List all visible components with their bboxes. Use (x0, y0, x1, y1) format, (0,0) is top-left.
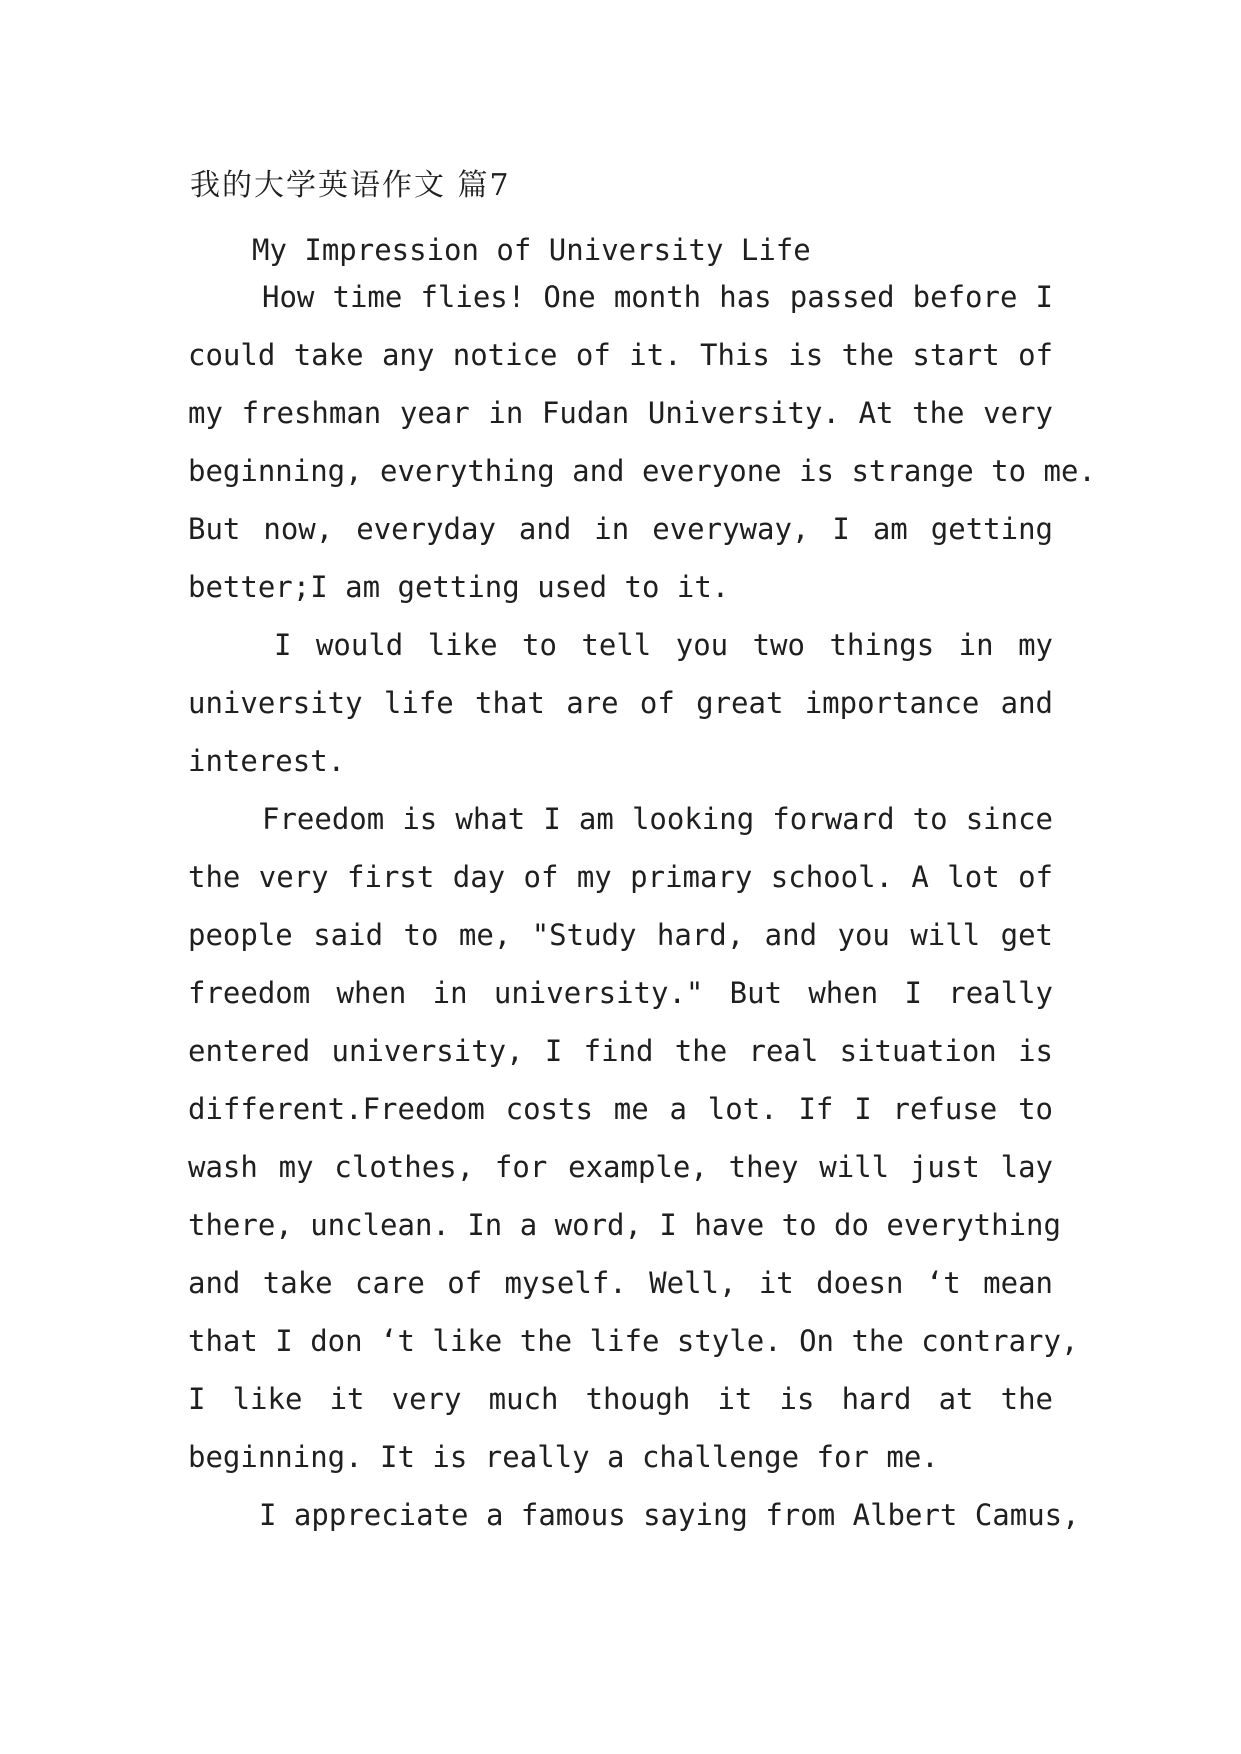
paragraph-4 (188, 1486, 1080, 1544)
paragraph-2 (188, 616, 1053, 790)
paragraph-line: different.Freedom costs me a lot. If I refuse to (188, 1092, 1053, 1126)
paragraph-line: university life that are of great importance and (188, 686, 1053, 720)
paragraph-line: wash my clothes, for example, they will just lay (188, 1150, 1053, 1184)
paragraph-line: the very first day of my primary school. A lot of (188, 860, 1053, 894)
paragraph-line: people said to me, "Study hard, and you will get (188, 918, 1053, 952)
paragraph-line: interest. (188, 744, 346, 778)
paragraph-line: beginning, everything and everyone is strange to me. (188, 454, 1096, 488)
paragraph-line: I appreciate a famous saying from Albert Camus, (259, 1498, 1080, 1532)
paragraph-line: better;I am getting used to it. (188, 570, 730, 604)
paragraph-line: could take any notice of it. This is the start of (188, 338, 1053, 372)
paragraph-line: I like it very much though it is hard at the (188, 1382, 1053, 1416)
paragraph-3 (188, 790, 1079, 1486)
paragraph-line: and take care of myself. Well, it doesn ‘t mean (188, 1266, 1053, 1300)
paragraph-line: entered university, I find the real situation is (188, 1034, 1053, 1068)
paragraph-line: beginning. It is really a challenge for me. (188, 1440, 939, 1474)
paragraph-line: How time flies! One month has passed before I (262, 280, 1053, 314)
paragraph-line: I would like to tell you two things in my (274, 628, 1053, 662)
paragraph-line: my freshman year in Fudan University. At the very (188, 396, 1053, 430)
paragraph-line: freedom when in university." But when I really (188, 976, 1053, 1010)
essay-title: My Impression of University Life (252, 233, 811, 267)
paragraph-line: that I don ‘t like the life style. On the contrary, (188, 1324, 1079, 1358)
paragraph-line: But now, everyday and in everyway, I am getting (188, 512, 1053, 546)
section-heading: 我的大学英语作文 篇7 (190, 168, 511, 203)
paragraph-line: there, unclean. In a word, I have to do everything (188, 1208, 1061, 1242)
paragraph-1 (188, 268, 1096, 616)
paragraph-line: Freedom is what I am looking forward to since (262, 802, 1053, 836)
